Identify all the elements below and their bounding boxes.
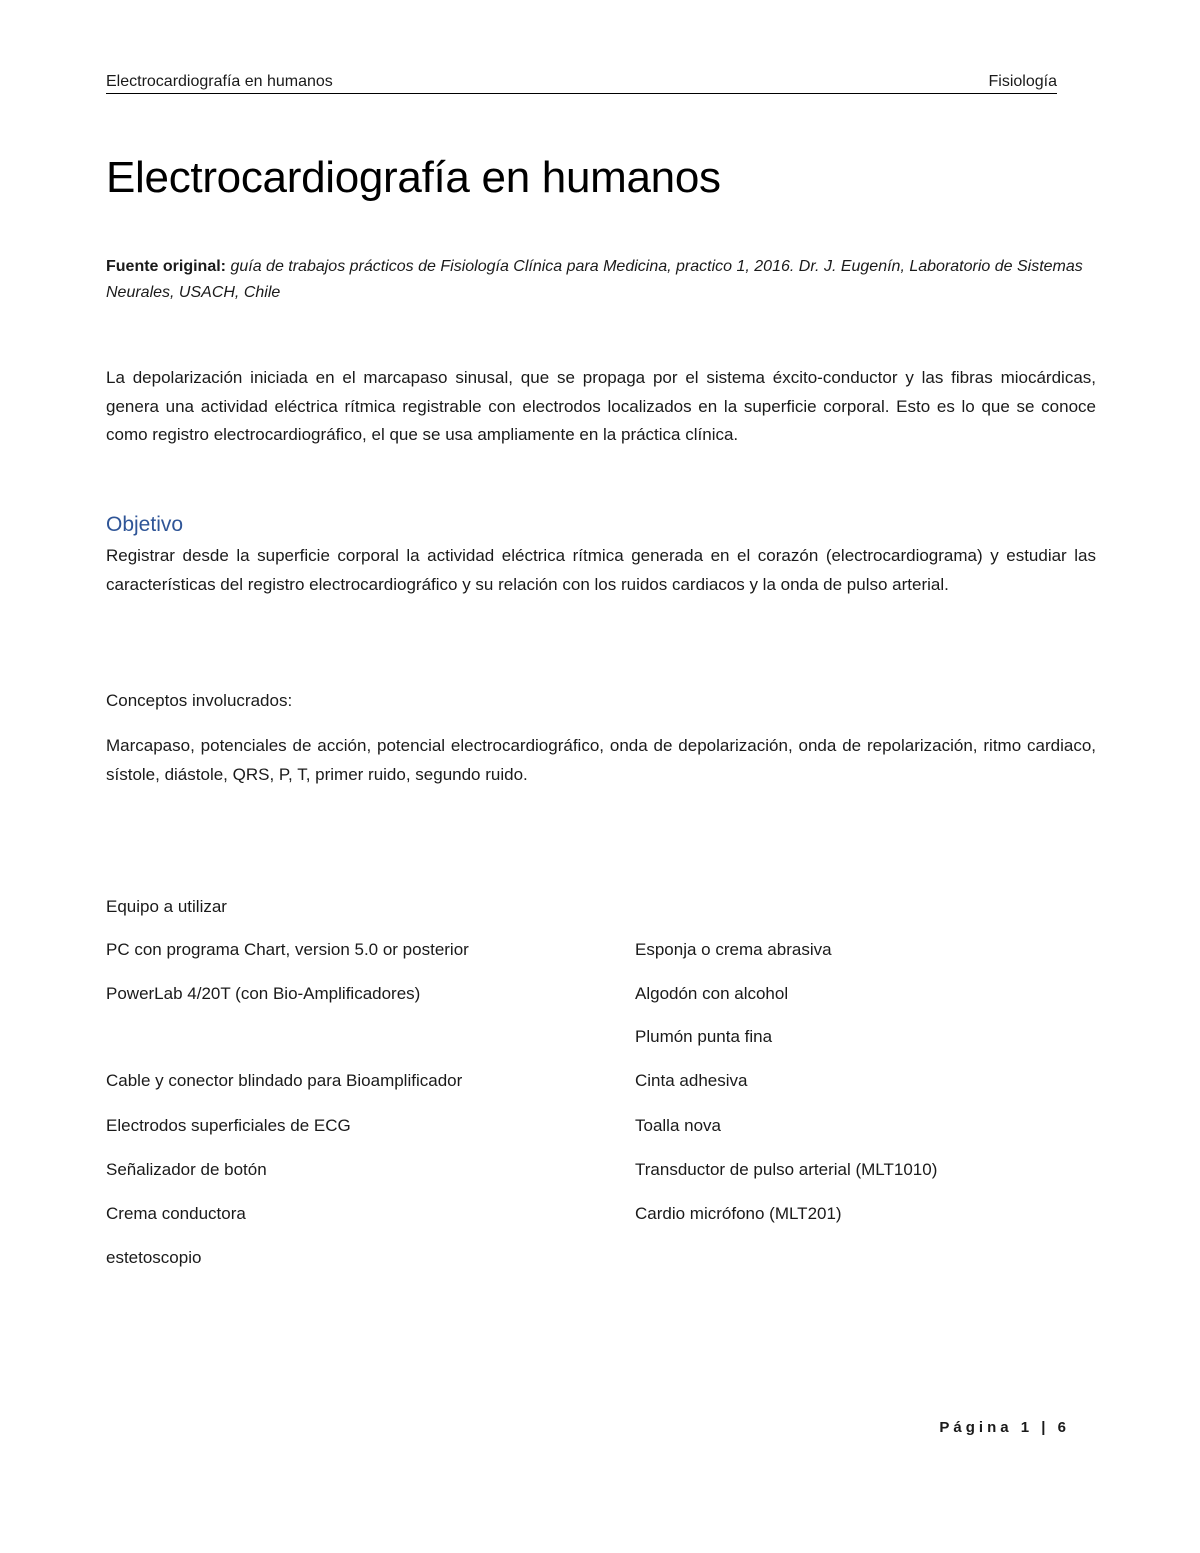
equipment-item: Crema conductora [106, 1204, 246, 1223]
objective-paragraph: Registrar desde la superficie corporal la actividad eléctrica rítmica generada en el corazón (electrocardiograma) y estudiar las características del registro electrocardiográfico y su relación con los ruidos cardiacos y la onda de pulso arterial. [106, 546, 1096, 594]
header-right-subject: Fisiología [988, 73, 1057, 90]
document-title: Electrocardiografía en humanos [106, 153, 721, 202]
concepts-heading: Conceptos involucrados: [106, 691, 293, 710]
equipment-item: PowerLab 4/20T (con Bio-Amplificadores) [106, 984, 421, 1003]
page-header [106, 72, 1057, 94]
objective-heading: Objetivo [106, 513, 184, 536]
header-left-title: Electrocardiografía en humanos [106, 73, 333, 90]
equipment-item: Toalla nova [635, 1116, 722, 1135]
page-label: Página [939, 1419, 1013, 1436]
source-citation [106, 254, 1096, 306]
concepts-paragraph: Marcapaso, potenciales de acción, potencial electrocardiográfico, onda de depolarización, onda de repolarización, ritmo cardiaco, sístole, diástole, QRS, P, T, primer ruido, segundo ruido. [106, 736, 1096, 784]
source-label: Fuente original: [106, 258, 226, 275]
intro-paragraph: La depolarización iniciada en el marcapaso sinusal, que se propaga por el sistema éxcito-conductor y las fibras miocárdicas, genera una actividad eléctrica rítmica registrable con electrodos localizados en la superficie corporal. Esto es lo que se conoce como registro electrocardiográfico, el que se usa ampliamente en la práctica clínica. [106, 368, 1096, 444]
equipment-item: Electrodos superficiales de ECG [106, 1116, 351, 1135]
page-footer [939, 1416, 1070, 1440]
equipment-item: Señalizador de botón [106, 1160, 267, 1179]
equipment-heading: Equipo a utilizar [106, 897, 227, 916]
equipment-item: estetoscopio [106, 1248, 202, 1267]
equipment-item: Cinta adhesiva [635, 1071, 748, 1090]
equipment-item: Algodón con alcohol [635, 984, 789, 1003]
equipment-item: Plumón punta fina [635, 1027, 773, 1046]
page-number: 1 | 6 [1020, 1419, 1070, 1436]
equipment-item: Cardio micrófono (MLT201) [635, 1204, 842, 1223]
equipment-item: Transductor de pulso arterial (MLT1010) [635, 1160, 938, 1179]
equipment-item: Cable y conector blindado para Bioamplificador [106, 1071, 463, 1090]
source-text: guía de trabajos prácticos de Fisiología Clínica para Medicina, practico 1, 2016. Dr. J. Eugenín, Laboratorio de Sistemas Neurales, USACH, Chile [106, 258, 1083, 301]
equipment-item: PC con programa Chart, version 5.0 or posterior [106, 940, 469, 959]
equipment-item: Esponja o crema abrasiva [635, 940, 832, 959]
